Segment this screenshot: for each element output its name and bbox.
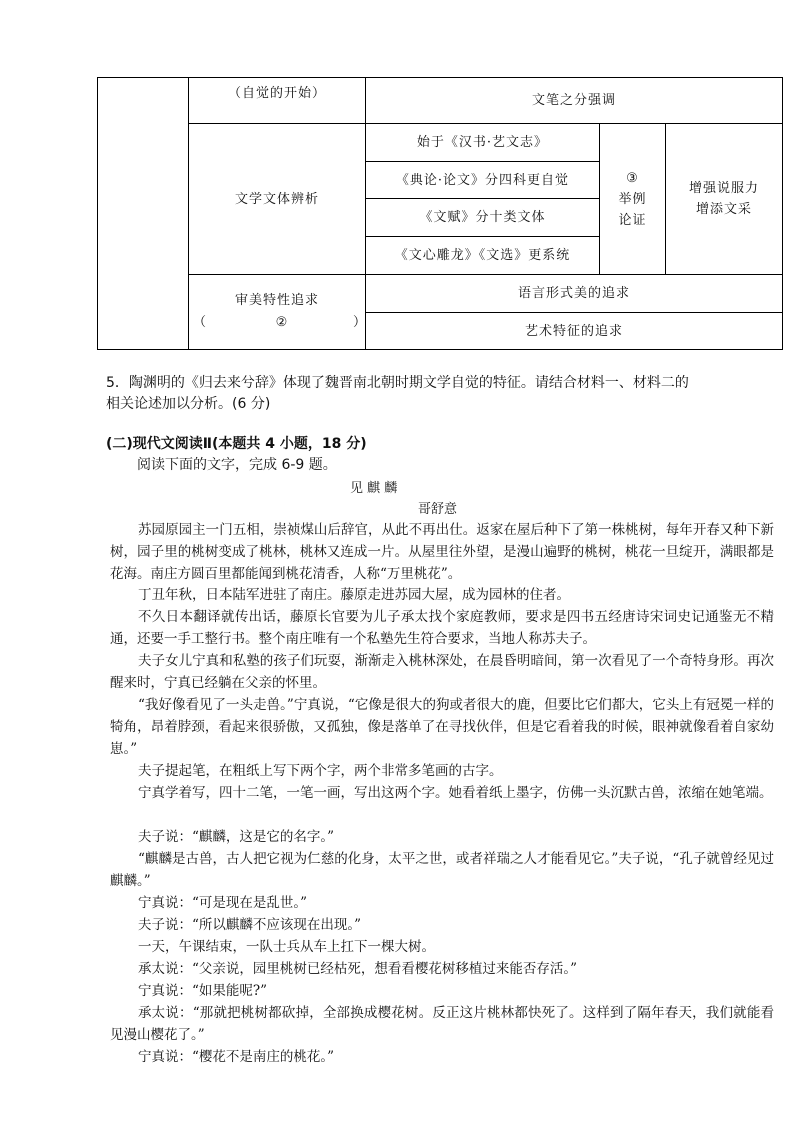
cell-effect: 增强说服力 增添文采 — [688, 181, 759, 217]
story-title: 见 麒 麟 — [350, 481, 398, 496]
cell-self-awareness-start: （自觉的开始） — [227, 85, 326, 101]
cell-blank-open-paren: （ — [192, 314, 207, 330]
table-border-right — [782, 77, 783, 350]
story-paragraph-12: 一天，午课结束，一队士兵从车上扛下一棵大树。 — [138, 939, 435, 955]
cell-genre-item-4: 《文心雕龙》《文选》更系统 — [394, 248, 571, 263]
story-paragraph-11: 夫子说：“所以麒麟不应该现在出现。” — [138, 917, 362, 933]
story-paragraph-4: 夫子女儿宁真和私塾的孩子们玩耍，渐渐走入桃林深处，在晨昏明暗间，第一次看见了一个奇特身形。再次醒来时，宁真已经躺在父亲的怀里。 — [110, 653, 774, 691]
cell-genre-item-3: 《文赋》分十类文体 — [419, 210, 546, 225]
cell-aesthetic-pursuit: 审美特性追求 — [234, 292, 319, 308]
cell-artistic-feature: 艺术特征的追求 — [524, 323, 623, 339]
table-border-bottom — [97, 349, 783, 350]
cell-blank-close-paren: ） — [352, 314, 367, 330]
story-paragraph-16: 宁真说：“樱花不是南庄的桃花。” — [138, 1049, 335, 1065]
cell-method-blank-3: ③ 举例 论证 — [618, 170, 647, 228]
cell-genre-item-2: 《典论·论文》分四科更自觉 — [395, 172, 570, 188]
story-paragraph-8: 夫子说：“麒麟，这是它的名字。” — [138, 829, 335, 845]
story-paragraph-2: 丁丑年秋，日本陆军进驻了南庄。藤原走进苏园大屋，成为园林的住者。 — [138, 587, 570, 603]
story-paragraph-13: 承太说：“父亲说，园里桃树已经枯死，想看看樱花树移植过来能否存活。” — [138, 961, 578, 977]
cell-blank-number-2: ② — [275, 314, 289, 330]
story-author: 哥舒意 — [418, 502, 458, 517]
story-paragraph-15: 承太说：“那就把桃树都砍掉，全部换成樱花树。反正这片桃林都快死了。这样到了隔年春天，我们就能看见漫山樱花了。” — [110, 1005, 774, 1043]
summary-table — [97, 77, 783, 350]
story-paragraph-3: 不久日本翻译就传出话，藤原长官要为儿子承太找个家庭教师，要求是四书五经唐诗宋词史记通鉴无不精通，还要一手工整行书。整个南庄唯有一个私塾先生符合要求，当地人称苏夫子。 — [110, 609, 774, 647]
cell-wenbi-distinction: 文笔之分强调 — [531, 93, 616, 108]
story-paragraph-9: “麒麟是古兽，古人把它视为仁慈的化身，太平之世，或者祥瑞之人才能看见它。”夫子说，“孔子就曾经见过麒麟。” — [110, 851, 774, 889]
story-paragraph-6: 夫子提起笔，在粗纸上写下两个字，两个非常多笔画的古字。 — [138, 763, 503, 779]
story-paragraph-10: 宁真说：“可是现在是乱世。” — [138, 895, 308, 911]
story-paragraph-1: 苏园原园主一门五相，崇祯煤山后辞官，从此不再出仕。返家在屋后种下了第一株桃树，每年开春又种下新树，园子里的桃树变成了桃林，桃林又连成一片。从屋里往外望，是漫山遍野的桃树，桃花一旦绽开，满眼都是花海。南庄方圆百里都能闻到桃花清香，人称“万里桃花”。 — [110, 522, 774, 582]
question-5-line-2: 相关论述加以分析。(6 分) — [106, 396, 271, 412]
cell-genre-item-1: 始于《汉书·艺文志》 — [416, 135, 549, 150]
story-paragraph-5: “我好像看见了一头走兽。”宁真说，“它像是很大的狗或者很大的鹿，但要比它们都大，它头上有冠冕一样的犄角，昂着脖颈，看起来很骄傲，又孤独，像是落单了在寻找伙伴，但是它看着我的时候，眼神就像看着自家幼崽。” — [110, 697, 774, 757]
reading-instruction: 阅读下面的文字，完成 6-9 题。 — [137, 457, 337, 473]
story-paragraph-7: 宁真学着写，四十二笔，一笔一画，写出这两个字。她看着纸上墨字，仿佛一头沉默古兽，浓缩在她笔端。 — [138, 785, 773, 801]
section-heading: (二)现代文阅读Ⅱ(本题共 4 小题，18 分) — [106, 436, 367, 452]
table-border-left — [97, 77, 98, 350]
cell-language-form: 语言形式美的追求 — [517, 286, 630, 301]
story-paragraph-14: 宁真说：“如果能呢?” — [138, 983, 268, 999]
question-5-line-1: 5．陶渊明的《归去来兮辞》体现了魏晋南北朝时期文学自觉的特征。请结合材料一、材料二的 — [106, 375, 689, 391]
cell-genre-analysis: 文学文体辨析 — [234, 191, 319, 207]
